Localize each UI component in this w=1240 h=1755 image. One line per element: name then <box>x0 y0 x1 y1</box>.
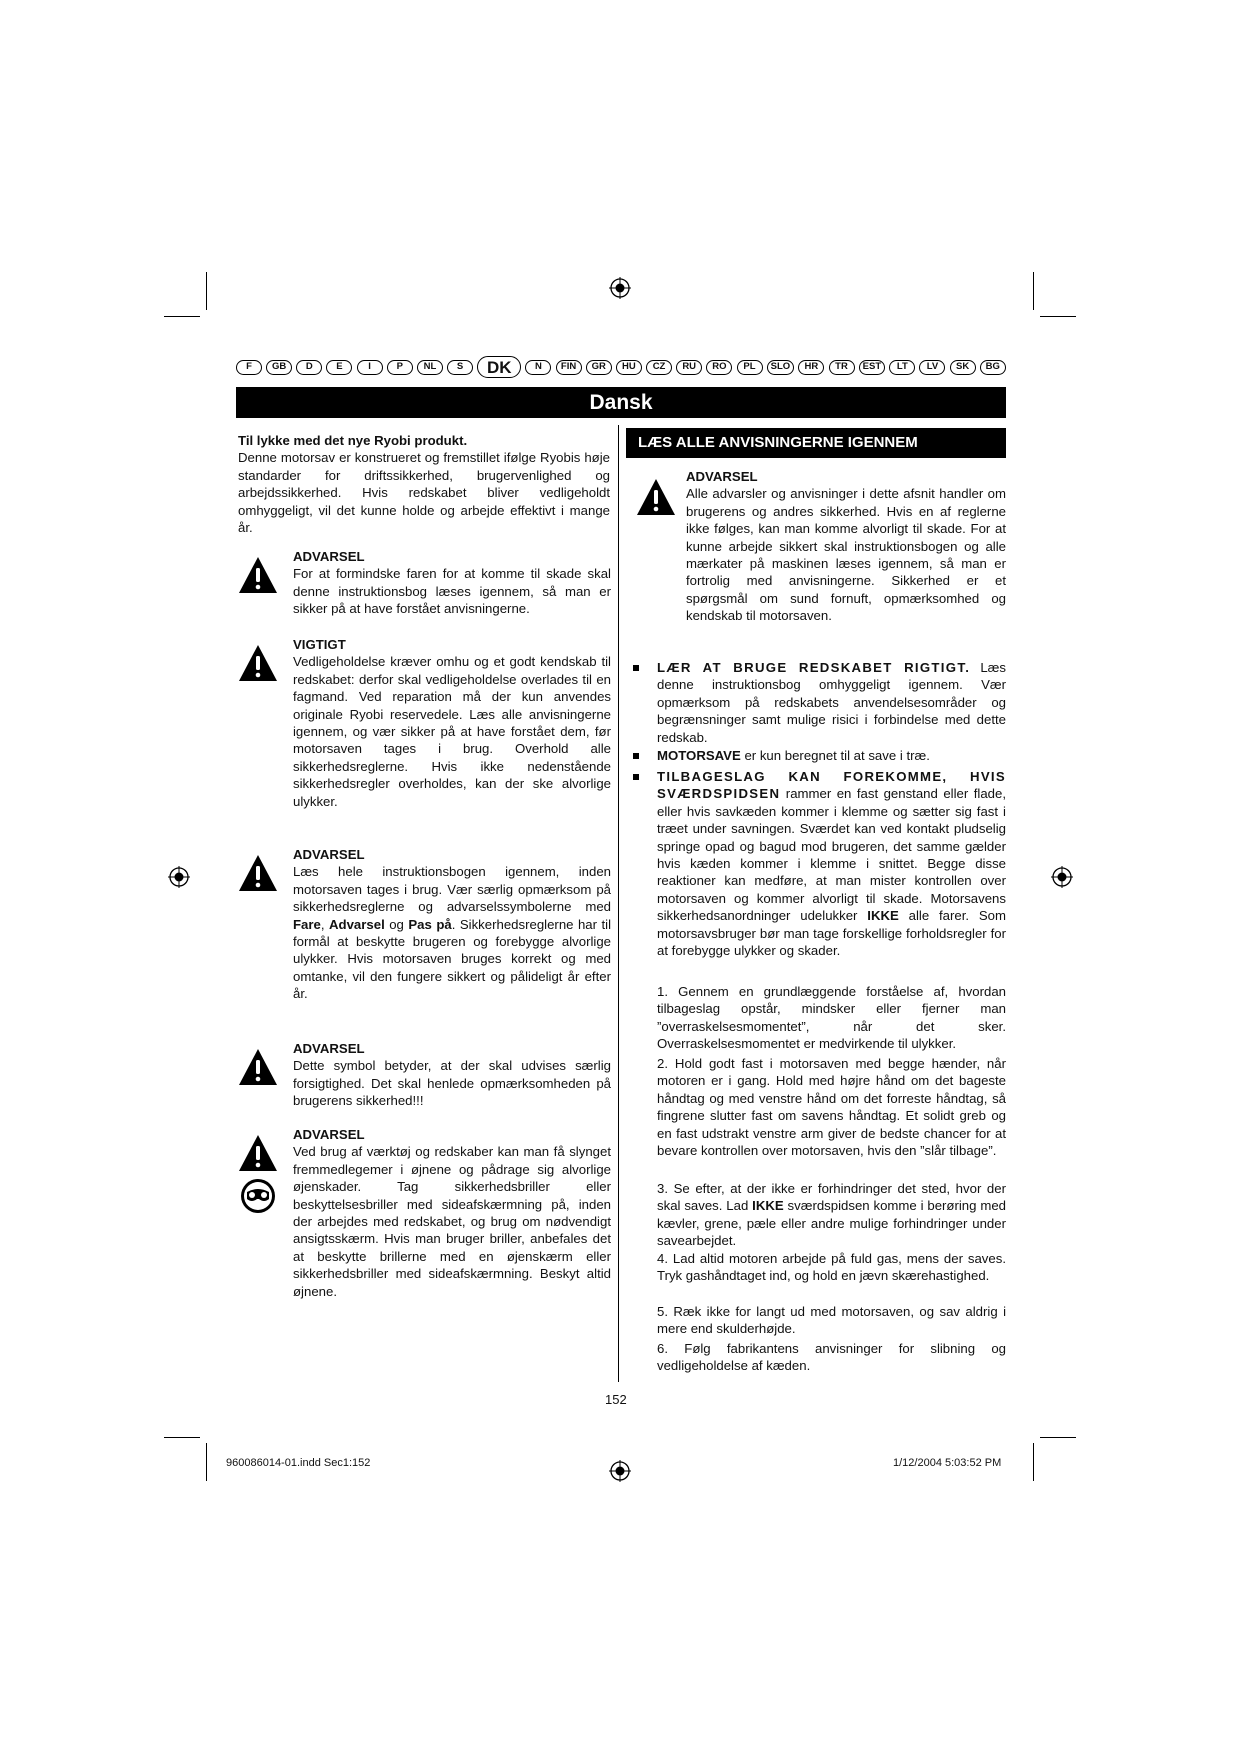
list-item: 5. Ræk ikke for langt ud med motorsaven, og sav aldrig i mere end skulderhøjde. <box>657 1304 1006 1337</box>
language-tab-gb: GB <box>266 360 292 375</box>
page-number: 152 <box>605 1392 627 1407</box>
language-tab-d: D <box>296 360 322 375</box>
warning-title: ADVARSEL <box>293 549 365 564</box>
list-item: 1. Gennem en grundlæggende forståelse af, hvordan tilbageslag opstår, mindsker eller fjerner man ”overraskelsesmomentet”, når det sker. Overraskelsesmomentet er medvirkende til ulykker. <box>657 984 1006 1052</box>
important-title: VIGTIGT <box>293 637 346 652</box>
crop-mark <box>164 1437 200 1438</box>
warning-text: For at formindske faren for at komme til skade skal denne instruktionsbog læses igennem, så man er sikker på at have forstået anvisningerne. <box>293 566 611 617</box>
language-tab-hu: HU <box>616 360 642 375</box>
language-tab-sk: SK <box>950 360 976 375</box>
section-heading: LÆS ALLE ANVISNINGERNE IGENNEM <box>626 428 1006 458</box>
language-tab-e: E <box>326 360 352 375</box>
intro-heading: Til lykke med det nye Ryobi produkt. <box>238 433 468 448</box>
list-item: 4. Lad altid motoren arbejde på fuld gas, mens der saves. Tryk gashåndtaget ind, og hold en jævn skærehastighed. <box>657 1251 1006 1284</box>
list-item: MOTORSAVE er kun beregnet til at save i træ. <box>633 747 1006 765</box>
column-divider <box>618 425 619 1382</box>
registration-mark-icon <box>168 866 190 888</box>
bullet-marker <box>633 753 639 759</box>
language-tab-nl: NL <box>417 360 443 375</box>
warning-block <box>238 548 611 618</box>
warning-text: Læs hele instruktionsbogen igennem, inden motorsaven tages i brug. Vær særlig opmærksom på sikkerhedsreglerne og advarselssymbolerne med Fare, Advarsel og Pas på. Sikkerhedsreglerne har til formål at beskytte brugeren og forebygge alvorlige ulykker. Hvis motorsaven bruges korrekt og med omtanke, vil den fungere sikkert og pålideligt år efter år. <box>293 864 612 1002</box>
bullet-marker <box>633 774 639 780</box>
crop-mark <box>164 316 200 317</box>
warning-block <box>238 846 611 1021</box>
language-tab-i: I <box>357 360 383 375</box>
warning-triangle-icon <box>238 854 278 892</box>
language-tab-tr: TR <box>829 360 855 375</box>
warning-triangle-icon <box>238 556 278 594</box>
language-tab-bg: BG <box>980 360 1006 375</box>
important-block <box>238 636 611 826</box>
language-tabs <box>236 356 1006 378</box>
warning-text: Dette symbol betyder, at der skal udvises særlig forsigtighed. Det skal henlede opmærksomheden på brugerens sikkerhed!!! <box>293 1058 611 1109</box>
warning-text: Alle advarsler og anvisninger i dette afsnit handler om brugerens og andres sikkerhed. Hvis en af reglerne ikke følges, kan man komme alvorligt til skade. For at kunne arbejde sikkert skal instruktionsbogen og alle mærkater på maskinen læses igennem, så man er fortrolig med anvisningerne. Sikkerhed er et spørgsmål om sund fornuft, opmærksomhed og kendskab til motorsaven. <box>686 486 1006 624</box>
intro-text: Denne motorsav er konstrueret og fremstillet ifølge Ryobis høje standarder for driftssikkerhed, brugervenlighed og arbejdssikkerhed. Hvis redskabet bliver vedligeholdt omhyggeligt, vil det kunne holde og arbejde effektivt i mange år. <box>238 450 610 536</box>
registration-mark-icon <box>1051 866 1073 888</box>
language-tab-dk: DK <box>477 356 521 378</box>
crop-mark <box>1040 1437 1076 1438</box>
language-tab-ro: RO <box>706 360 732 375</box>
crop-mark <box>1040 316 1076 317</box>
warning-triangle-icon <box>636 478 676 516</box>
warning-triangle-icon <box>238 1048 278 1086</box>
warning-title: ADVARSEL <box>293 1127 365 1142</box>
important-text: Vedligeholdelse kræver omhu og et godt kendskab til redskabet: derfor skal vedligeholdelse overlades til en fagmand. Ved reparation må der kun anvendes originale Ryobi reservedele. Læs alle anvisningerne igennem, og vær sikker på at have forstået dem, før motorsaven tages i brug. Overhold alle sikkerhedsreglerne. Hvis ikke nedenstående sikkerhedsregler overholdes, kan der ske alvorlige ulykker. <box>293 654 611 809</box>
warning-text: Ved brug af værktøj og redskaber kan man få slynget fremmedlegemer i øjnene og pådrage sig alvorlige øjenskader. Tag sikkerhedsbriller eller beskyttelsesbriller med sideafskærmning på, inden der arbejdes med redskabet, og brug om nødvendigt ansigtsskærm. Hvis man bruger briller, anbefales det at beskytte brillerne med en øjenskærm eller sikkerhedsbriller med sideafskærmning. Beskyt altid øjnene. <box>293 1144 611 1299</box>
registration-mark-icon <box>609 1460 631 1482</box>
warning-block <box>238 1040 611 1110</box>
warning-title: ADVARSEL <box>686 469 758 484</box>
crop-mark <box>1033 1443 1034 1481</box>
language-tab-s: S <box>447 360 473 375</box>
language-tab-lv: LV <box>919 360 945 375</box>
language-tab-hr: HR <box>798 360 824 375</box>
language-tab-gr: GR <box>586 360 612 375</box>
registration-mark-icon <box>609 277 631 299</box>
language-tab-ru: RU <box>676 360 702 375</box>
warning-title: ADVARSEL <box>293 847 365 862</box>
list-item: 2. Hold godt fast i motorsaven med begge hænder, når motoren er i gang. Hold med højre hånd om det bageste håndtag og med venstre hånd om det forreste håndtag, så fingrene slutter fast om savens håndtag. Et solidt greb og en fast udstrakt venstre arm giver de bedste chancer for at bevare kontrollen over motorsaven, hvis den ”slår tilbage”. <box>657 1056 1006 1159</box>
footer-date: 1/12/2004 5:03:52 PM <box>893 1457 1002 1469</box>
list-item: 6. Følg fabrikantens anvisninger for slibning og vedligeholdelse af kæden. <box>657 1341 1006 1374</box>
list-item: TILBAGESLAG KAN FOREKOMME, HVIS SVÆRDSPIDSEN rammer en fast genstand eller flade, eller hvis savkæden kommer i klemme og sætter sig fast i træet under savningen. Sværdet kan ved kontakt pludselig springe opad og bagud mod brugeren, det samme gælder hvis kæden kommer i klemme i snittet. Begge disse reaktioner kan medføre, at man mister kontrollen over motorsaven og kommer alvorligt til skade. Motorsavens sikkerhedsanordninger udelukker IKKE alle farer. Som motorsavsbruger bør man tage forskellige forholdsregler for at forebygge ulykker og skader. <box>633 768 1006 978</box>
bullet-marker <box>633 665 639 671</box>
footer-file: 960086014-01.indd Sec1:152 <box>226 1457 371 1469</box>
language-tab-slo: SLO <box>767 360 795 375</box>
language-tab-f: F <box>236 360 262 375</box>
language-tab-n: N <box>525 360 551 375</box>
crop-mark <box>1033 272 1034 310</box>
warning-title: ADVARSEL <box>293 1041 365 1056</box>
warning-triangle-icon <box>238 1134 278 1172</box>
list-item: LÆR AT BRUGE REDSKABET RIGTIGT. Læs denne instruktionsbog omhyggeligt igennem. Vær opmærksom på redskabets anvendelsesområder og begrænsninger samt mulige risici i forbindelse med dette redskab. <box>633 659 1006 745</box>
language-tab-pl: PL <box>737 360 763 375</box>
list-item: 3. Se efter, at der ikke er forhindringer det sted, hvor der skal saves. Lad IKKE sværdspidsen komme i berøring med kævler, grene, pæle eller andre mulige forhindringer under savearbejdet. <box>657 1181 1006 1249</box>
language-tab-fin: FIN <box>556 360 582 375</box>
warning-triangle-icon <box>238 644 278 682</box>
language-tab-p: P <box>387 360 413 375</box>
language-tab-est: EST <box>859 360 885 375</box>
safety-goggles-icon <box>240 1178 276 1214</box>
language-banner: Dansk <box>236 387 1006 418</box>
warning-block <box>238 1126 611 1316</box>
language-tab-cz: CZ <box>646 360 672 375</box>
crop-mark <box>206 1443 207 1481</box>
intro-block <box>238 432 610 536</box>
crop-mark <box>206 272 207 310</box>
language-tab-lt: LT <box>889 360 915 375</box>
